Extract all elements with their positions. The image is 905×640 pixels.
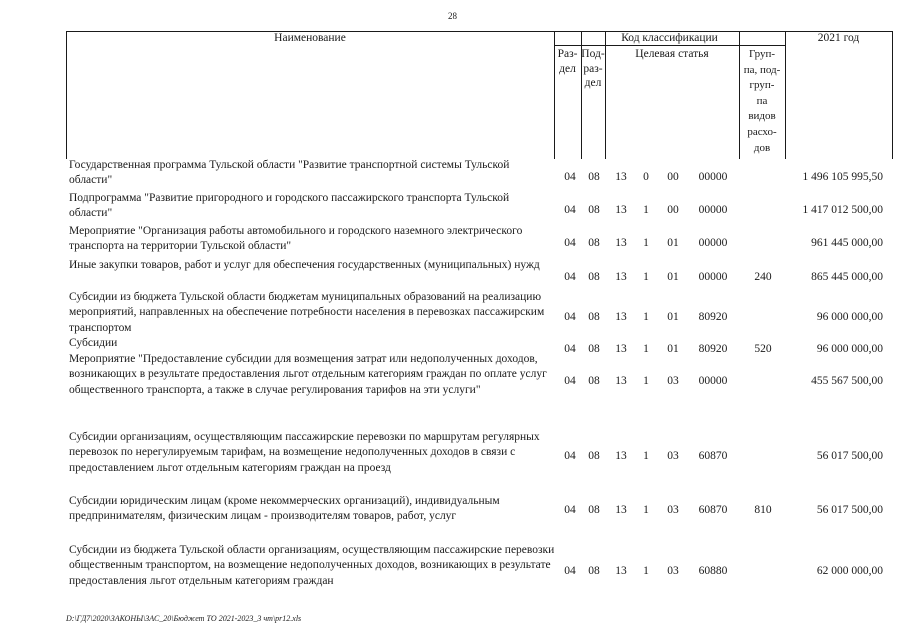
row-amount: 455 567 500,00	[811, 375, 883, 387]
code-direction: 00000	[698, 171, 728, 183]
code-razdel: 04	[564, 504, 576, 516]
code-event: 00	[667, 171, 679, 183]
code-razdel: 04	[564, 565, 576, 577]
row-amount: 865 445 000,00	[811, 271, 883, 283]
row-name: Субсидии юридическим лицам (кроме некоммерческих организаций), индивидуальным предпринимателям, физическим лицам - производителям товаров, работ, услуг	[69, 495, 500, 523]
code-podrazdel: 08	[588, 375, 600, 387]
code-expense-type: 240	[754, 271, 772, 283]
row-name: Подпрограмма "Развитие пригородного и городского пассажирского транспорта Тульской области"	[69, 192, 510, 220]
code-event: 03	[667, 565, 679, 577]
code-subprogram: 1	[643, 311, 649, 323]
code-razdel: 04	[564, 171, 576, 183]
code-podrazdel: 08	[588, 204, 600, 216]
code-direction: 00000	[698, 237, 728, 249]
header-year: 2021 год	[817, 32, 860, 44]
row-amount: 1 417 012 500,00	[802, 204, 883, 216]
row-name: Мероприятие "Организация работы автомобильного и городского наземного электрического транспорта на территории Тульской области"	[69, 225, 523, 253]
code-podrazdel: 08	[588, 565, 600, 577]
code-podrazdel: 08	[588, 450, 600, 462]
code-direction: 60870	[698, 450, 728, 462]
code-expense-type: 520	[754, 343, 772, 355]
row-amount: 56 017 500,00	[816, 450, 883, 462]
row-amount: 961 445 000,00	[811, 237, 883, 249]
code-direction: 60880	[698, 565, 728, 577]
code-podrazdel: 08	[588, 343, 600, 355]
code-event: 01	[667, 343, 679, 355]
code-direction: 80920	[698, 343, 728, 355]
code-podrazdel: 08	[588, 504, 600, 516]
code-direction: 00000	[698, 204, 728, 216]
code-program: 13	[615, 504, 627, 516]
code-razdel: 04	[564, 237, 576, 249]
page-number: 28	[448, 11, 457, 21]
row-amount: 1 496 105 995,50	[802, 171, 883, 183]
row-name: Субсидии организациям, осуществляющим пассажирские перевозки по маршрутам регулярных перевозок по нерегулируемым тарифам, на возмещение недополученных доходов в связи с предоставлением льгот отдельным категориям граждан на проезд	[69, 431, 540, 474]
code-program: 13	[615, 565, 627, 577]
code-podrazdel: 08	[588, 271, 600, 283]
row-amount: 56 017 500,00	[816, 504, 883, 516]
code-event: 03	[667, 450, 679, 462]
row-name: Субсидии из бюджета Тульской области бюджетам муниципальных образований на реализацию мероприятий, направленных на обеспечение потребности населения в перевозках пассажирским транспортом	[69, 291, 545, 334]
code-expense-type: 810	[754, 504, 772, 516]
header-razdel: Раз- дел	[557, 48, 578, 75]
code-podrazdel: 08	[588, 237, 600, 249]
code-program: 13	[615, 171, 627, 183]
header-name: Наименование	[274, 32, 346, 44]
code-podrazdel: 08	[588, 171, 600, 183]
code-subprogram: 1	[643, 504, 649, 516]
code-razdel: 04	[564, 271, 576, 283]
code-subprogram: 1	[643, 271, 649, 283]
row-name: Субсидии из бюджета Тульской области организациям, осуществляющим пассажирские перевозки общественным транспортом, на возмещение недополученных доходов, возникающих в результате предоставления льгот отдельным категориям граждан	[69, 544, 555, 587]
code-subprogram: 1	[643, 343, 649, 355]
row-name: Мероприятие "Предоставление субсидии для возмещения затрат или недополученных доходов, возникающих в результате предоставления льгот отдельным категориям граждан по оплате услуг общественного транспорта, а также в случае регулирования тарифов на эти услуги"	[69, 353, 547, 396]
code-program: 13	[615, 237, 627, 249]
code-subprogram: 1	[643, 450, 649, 462]
header-code: Код классификации	[621, 32, 718, 44]
row-amount: 96 000 000,00	[816, 311, 883, 323]
row-name: Иные закупки товаров, работ и услуг для обеспечения государственных (муниципальных) нужд	[69, 259, 540, 271]
code-subprogram: 1	[643, 375, 649, 387]
code-program: 13	[615, 450, 627, 462]
code-subprogram: 1	[643, 565, 649, 577]
code-razdel: 04	[564, 450, 576, 462]
code-subprogram: 0	[643, 171, 649, 183]
code-direction: 00000	[698, 271, 728, 283]
code-podrazdel: 08	[588, 311, 600, 323]
code-razdel: 04	[564, 375, 576, 387]
code-event: 01	[667, 237, 679, 249]
code-subprogram: 1	[643, 237, 649, 249]
code-direction: 80920	[698, 311, 728, 323]
code-program: 13	[615, 375, 627, 387]
row-name: Государственная программа Тульской области "Развитие транспортной системы Тульской области"	[69, 159, 510, 187]
code-program: 13	[615, 204, 627, 216]
code-razdel: 04	[564, 311, 576, 323]
code-direction: 60870	[698, 504, 728, 516]
code-event: 03	[667, 504, 679, 516]
row-name: Субсидии	[69, 337, 118, 349]
code-razdel: 04	[564, 204, 576, 216]
code-event: 01	[667, 271, 679, 283]
code-event: 00	[667, 204, 679, 216]
file-path-footer: D:\ГД7\2020\ЗАКОНЫ\ЗАС_20\Бюджет ТО 2021-2023_3 чт\pr12.xls	[66, 614, 302, 623]
code-program: 13	[615, 311, 627, 323]
code-razdel: 04	[564, 343, 576, 355]
code-event: 01	[667, 311, 679, 323]
header-group: Груп- па, под- груп- па видов расхо- дов	[743, 48, 781, 154]
row-amount: 96 000 000,00	[816, 343, 883, 355]
header-podrazdel: Под- раз- дел	[581, 48, 605, 89]
code-event: 03	[667, 375, 679, 387]
table-header	[66, 31, 893, 159]
header-target: Целевая статья	[635, 48, 709, 60]
code-subprogram: 1	[643, 204, 649, 216]
code-direction: 00000	[698, 375, 728, 387]
code-program: 13	[615, 343, 627, 355]
row-amount: 62 000 000,00	[816, 565, 883, 577]
code-program: 13	[615, 271, 627, 283]
